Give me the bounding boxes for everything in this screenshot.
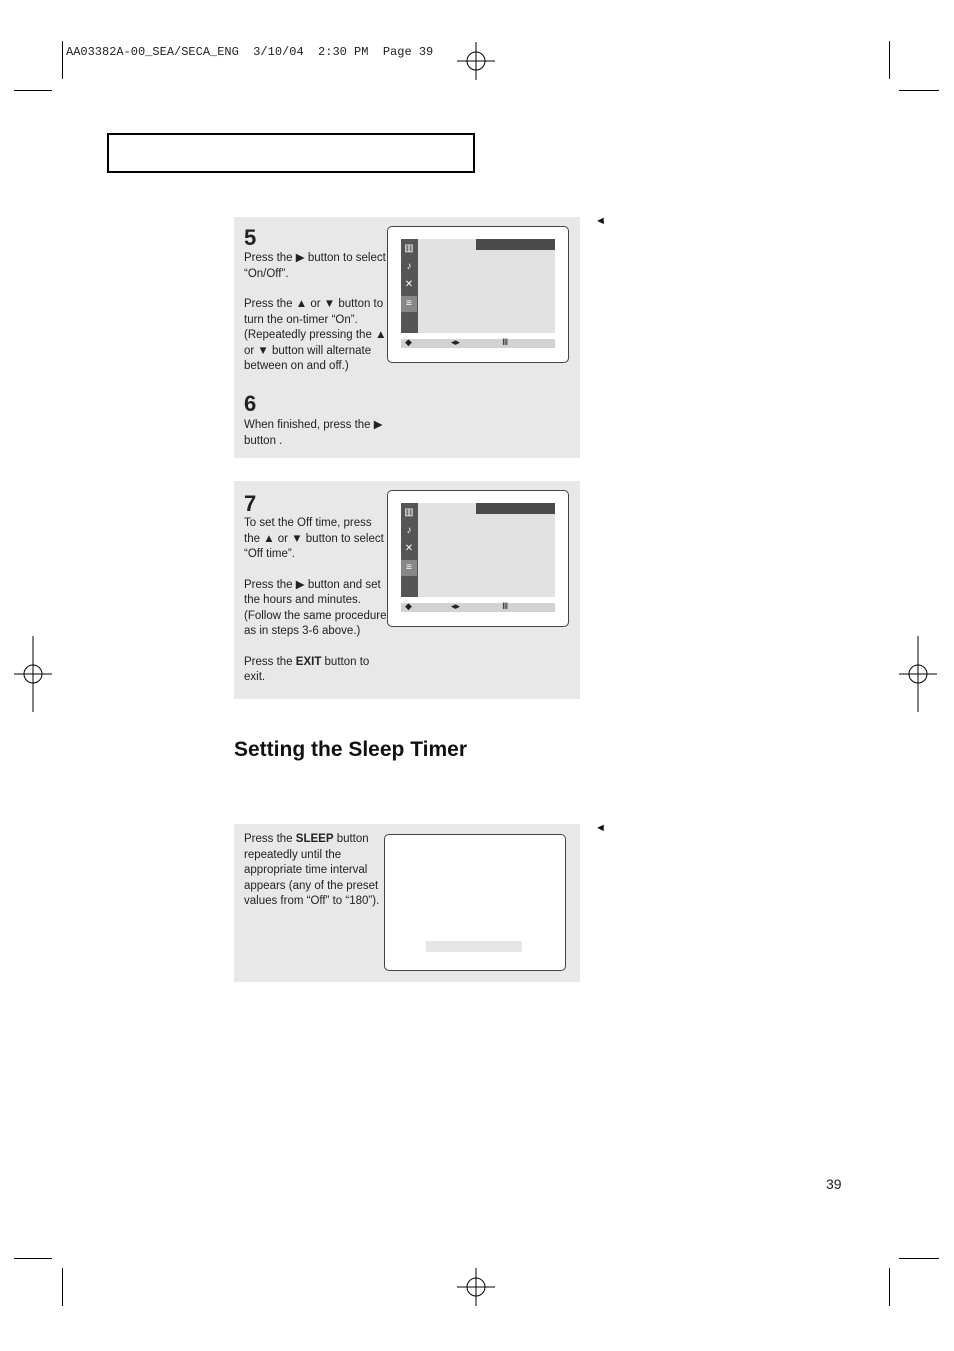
registration-mark <box>14 636 52 712</box>
osd-title-bar <box>476 239 555 250</box>
right-arrow-icon: ▶ <box>295 252 305 264</box>
up-arrow-icon: ▲ <box>295 298 308 310</box>
menu-icon: Ⅲ <box>502 601 509 611</box>
exit-button-label: EXIT <box>295 655 322 668</box>
sleep-button-label: SLEEP <box>295 833 334 845</box>
osd-menu <box>401 239 555 333</box>
step-5-instructions <box>244 251 389 390</box>
tv-screen-illustration <box>387 226 569 363</box>
crop-mark <box>14 90 52 91</box>
up-arrow-icon: ▲ <box>263 532 275 545</box>
steps-5-6-panel <box>234 217 580 458</box>
sound-icon: ♪ <box>406 261 412 272</box>
step-number: 6 <box>244 391 257 416</box>
channel-icon: ✕ <box>404 279 414 290</box>
up-arrow-icon: ▲ <box>375 329 387 341</box>
setup-icon: ≡ <box>401 560 417 576</box>
crop-mark <box>889 1268 890 1306</box>
crop-mark <box>889 41 890 79</box>
osd-status-bar <box>401 603 555 612</box>
picture-icon: ▥ <box>404 243 414 254</box>
registration-mark <box>457 42 495 80</box>
step-number: 5 <box>244 225 257 250</box>
step-6-instructions <box>244 418 389 464</box>
down-arrow-icon: ▼ <box>257 344 269 357</box>
osd-menu <box>401 503 555 597</box>
menu-icon: Ⅲ <box>502 337 509 347</box>
setup-icon: ≡ <box>401 296 417 312</box>
crop-mark <box>14 1258 52 1259</box>
print-slug: AA03382A-00_SEA/SECA_ENG 3/10/04 2:30 PM Page 39 <box>66 45 434 59</box>
crop-mark <box>899 90 939 91</box>
step-paragraph: Press the EXIT button to exit. <box>244 655 370 683</box>
tv-screen-illustration <box>384 834 566 971</box>
section-heading: Setting the Sleep Timer <box>234 738 467 761</box>
move-icon: ◆ <box>405 337 412 347</box>
arrow-marker-icon: ◄ <box>595 822 606 834</box>
right-arrow-icon: ▶ <box>373 419 383 431</box>
crop-mark <box>899 1258 939 1259</box>
crop-mark <box>62 41 63 79</box>
arrow-marker-icon: ◄ <box>595 215 606 227</box>
step-paragraph: Press the ▶ button to select “On/Off”. <box>244 252 386 280</box>
right-arrow-icon: ▶ <box>295 578 305 591</box>
step-paragraph: To set the Off time, press the ▲ or ▼ button to select “Off time”. <box>244 517 384 560</box>
osd-title-bar <box>476 503 555 514</box>
osd-status-bar <box>401 339 555 348</box>
chapter-title-box <box>107 133 475 173</box>
osd-icon-column <box>401 503 418 597</box>
step-7-panel <box>234 481 580 699</box>
sleep-instructions <box>244 832 389 925</box>
registration-mark <box>899 636 937 712</box>
adjust-icon: ◂▸ <box>451 601 461 611</box>
step-number: 7 <box>244 491 257 516</box>
picture-icon: ▥ <box>404 507 414 518</box>
sleep-indicator-bar <box>426 941 522 952</box>
sleep-timer-panel <box>234 824 580 982</box>
move-icon: ◆ <box>405 601 412 611</box>
sound-icon: ♪ <box>406 525 412 536</box>
step-7-instructions <box>244 516 389 701</box>
step-paragraph: Press the ▶ button and set the hours and minutes. (Follow the same procedure as in steps 3-6 above.) <box>244 578 387 637</box>
down-arrow-icon: ▼ <box>291 532 303 545</box>
step-paragraph: Press the ▲ or ▼ button to turn the on-timer “On”. (Repeatedly pressing the ▲ or ▼ button will alternate between on and off.) <box>244 298 387 372</box>
registration-mark <box>457 1268 495 1306</box>
tv-screen-illustration <box>387 490 569 627</box>
adjust-icon: ◂▸ <box>451 337 461 347</box>
down-arrow-icon: ▼ <box>323 298 336 310</box>
crop-mark <box>62 1268 63 1306</box>
osd-icon-column <box>401 239 418 333</box>
step-paragraph: Press the SLEEP button repeatedly until the appropriate time interval appears (any of the preset values from “Off” to “180”). <box>244 833 380 907</box>
page-number: 39 <box>826 1176 842 1192</box>
channel-icon: ✕ <box>404 543 414 554</box>
step-paragraph: When finished, press the ▶ button . <box>244 419 383 447</box>
